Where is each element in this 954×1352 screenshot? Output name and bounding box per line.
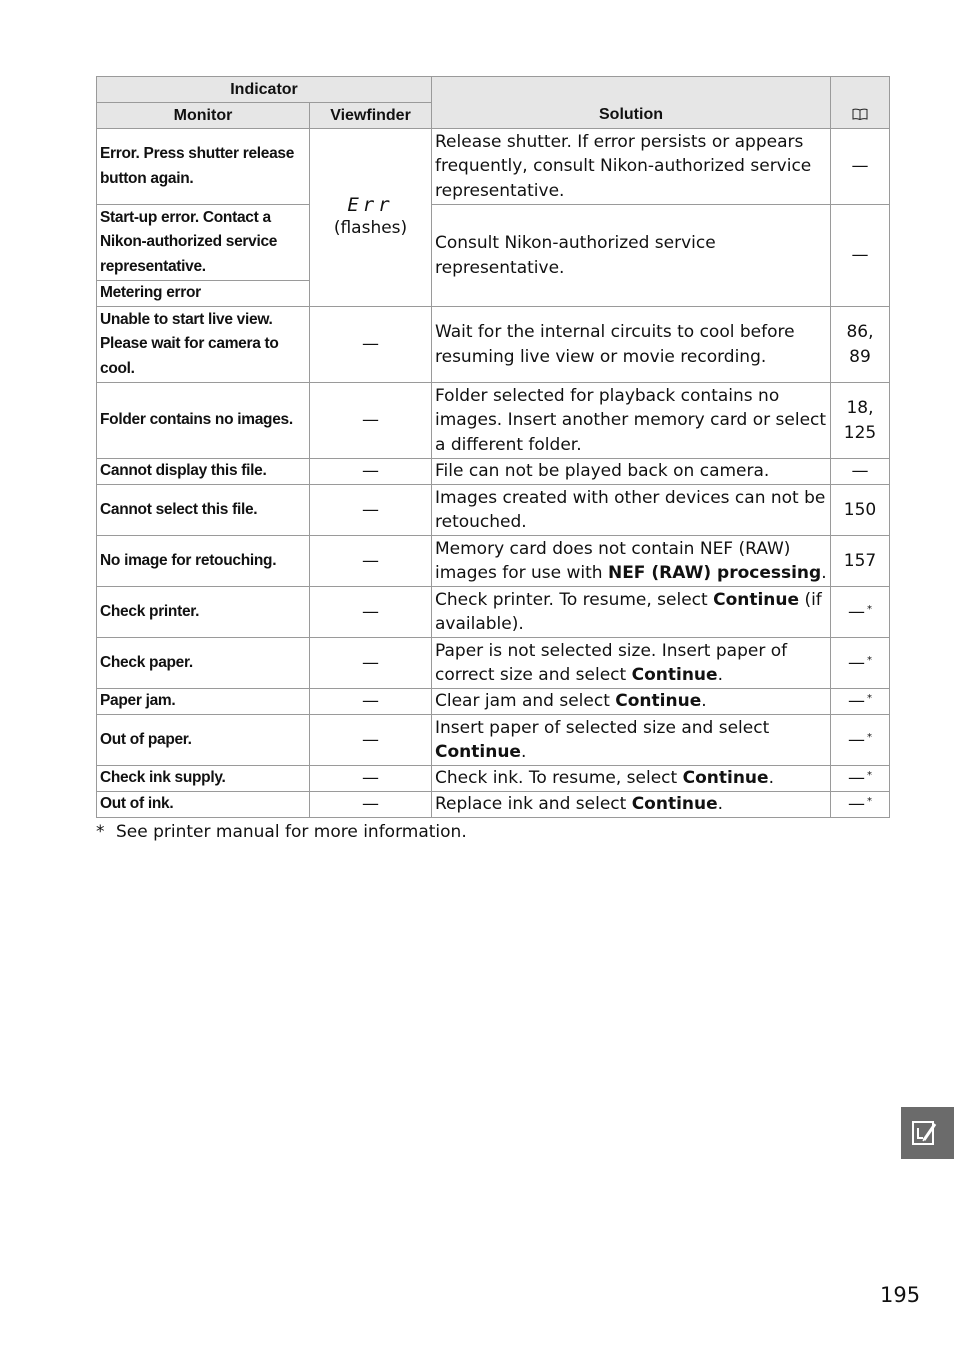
page-ref: 150 (831, 485, 890, 536)
viewfinder-indicator: — (310, 383, 432, 459)
table-row (97, 383, 890, 459)
viewfinder-err-cell (310, 129, 432, 307)
solution-text-part: Memory card does not contain NEF (RAW) images for use with (435, 538, 791, 583)
err-display: Err (347, 194, 394, 217)
viewfinder-indicator: — (310, 715, 432, 766)
footnote-text: See printer manual for more information. (116, 822, 467, 842)
page-ref (831, 792, 890, 818)
footnote-mark: * (867, 693, 872, 705)
solution-text (432, 715, 831, 766)
monitor-message: Paper jam. (97, 689, 310, 715)
page-ref-line: 125 (843, 422, 877, 443)
table-row (97, 587, 890, 638)
page-ref: 157 (831, 536, 890, 587)
solution-text-part: . (701, 691, 707, 712)
page-ref (831, 766, 890, 792)
solution-text-part: Clear jam and select (435, 691, 616, 712)
table-row (97, 485, 890, 536)
monitor-message: Unable to start live view. Please wait for camera to cool. (97, 307, 310, 383)
solution-text-part: Paper is not selected size. Insert paper of correct size and select (435, 640, 788, 685)
table-row (97, 689, 890, 715)
error-message-table (96, 76, 890, 818)
monitor-message: Cannot display this file. (97, 459, 310, 485)
monitor-message: Start-up error. Contact a Nikon-authorized service representative. (97, 205, 310, 281)
solution-text: Consult Nikon-authorized service representative. (432, 205, 831, 307)
header-viewfinder: Viewfinder (310, 103, 432, 129)
solution-text-part: (if available). (435, 589, 822, 634)
monitor-message: Check printer. (97, 587, 310, 638)
footnote-mark: * (96, 822, 105, 842)
flashes-note: (flashes) (333, 218, 408, 239)
table-row (97, 792, 890, 818)
solution-text-part: . (520, 742, 527, 762)
monitor-message: No image for retouching. (97, 536, 310, 587)
solution-text-part: Insert paper of selected size and select (435, 717, 770, 738)
solution-emphasis: Continue (615, 691, 702, 712)
table-row (97, 715, 890, 766)
viewfinder-indicator: — (310, 587, 432, 638)
page-ref-dash: — (848, 601, 865, 622)
solution-emphasis: Continue (631, 665, 718, 685)
solution-emphasis: Continue (682, 768, 769, 789)
header-monitor: Monitor (97, 103, 310, 129)
page-ref-dash: — (848, 794, 865, 815)
monitor-message: Check paper. (97, 638, 310, 689)
viewfinder-indicator: — (310, 792, 432, 818)
book-icon (852, 108, 868, 120)
header-solution: Solution (432, 77, 831, 129)
solution-text: Wait for the internal circuits to cool before resuming live view or movie recording. (432, 307, 831, 383)
monitor-message: Metering error (97, 281, 310, 307)
table-row (97, 536, 890, 587)
viewfinder-indicator: — (310, 638, 432, 689)
solution-text: Release shutter. If error persists or appears frequently, consult Nikon-authorized service representative. (432, 129, 831, 205)
solution-emphasis: Continue (435, 742, 521, 762)
page-ref-dash: — (848, 768, 865, 789)
table-row (97, 129, 890, 205)
solution-text-part: . (768, 768, 774, 789)
solution-text-part: Check printer. To resume, select (435, 589, 714, 610)
page-ref: — (831, 205, 890, 307)
section-tab (901, 1107, 954, 1159)
solution-text (432, 536, 831, 587)
solution-text: Images created with other devices can not be retouched. (432, 485, 831, 536)
solution-text (432, 638, 831, 689)
page-ref (831, 638, 890, 689)
solution-text-part: . (821, 563, 827, 583)
monitor-message: Out of paper. (97, 715, 310, 766)
table-row (97, 638, 890, 689)
page-number: 195 (880, 1283, 921, 1307)
page-ref (831, 383, 890, 459)
solution-emphasis: NEF (RAW) processing (607, 563, 822, 583)
header-indicator: Indicator (97, 77, 432, 103)
page-ref: — (831, 129, 890, 205)
table-row (97, 205, 890, 281)
monitor-message: Check ink supply. (97, 766, 310, 792)
monitor-message: Out of ink. (97, 792, 310, 818)
solution-text-part: . (717, 794, 724, 815)
header-page (831, 77, 890, 129)
footnote-mark: * (867, 654, 872, 666)
solution-text (432, 587, 831, 638)
monitor-message: Folder contains no images. (97, 383, 310, 459)
solution-emphasis: Continue (631, 794, 718, 815)
viewfinder-indicator: — (310, 536, 432, 587)
page-ref-dash: — (848, 729, 865, 750)
monitor-message: Cannot select this file. (97, 485, 310, 536)
solution-text (432, 792, 831, 818)
viewfinder-indicator: — (310, 689, 432, 715)
page-ref: 86, 89 (831, 307, 890, 383)
table-row (97, 766, 890, 792)
solution-emphasis: Continue (713, 589, 800, 610)
page-ref (831, 715, 890, 766)
solution-text: File can not be played back on camera. (432, 459, 831, 485)
viewfinder-indicator: — (310, 485, 432, 536)
page-ref (831, 689, 890, 715)
footnote (96, 820, 467, 844)
monitor-message: Error. Press shutter release button again. (97, 129, 310, 205)
page-ref-dash: — (848, 691, 865, 712)
solution-text-part: . (717, 665, 723, 685)
page-ref-line: 18, (846, 398, 874, 418)
page-ref: — (831, 459, 890, 485)
viewfinder-indicator: — (310, 459, 432, 485)
solution-text-part: Check ink. To resume, select (435, 768, 683, 789)
page-ref-dash: — (848, 652, 865, 673)
footnote-mark: * (867, 731, 872, 743)
footnote-mark: * (867, 770, 872, 782)
footnote-mark: * (867, 796, 872, 808)
troubleshooting-icon (912, 1120, 938, 1146)
viewfinder-indicator: — (310, 766, 432, 792)
page-ref (831, 587, 890, 638)
solution-text: Folder selected for playback contains no images. Insert another memory card or select a different folder. (432, 383, 831, 459)
solution-text (432, 766, 831, 792)
solution-text-part: Replace ink and select (435, 794, 632, 815)
table-row (97, 307, 890, 383)
solution-text (432, 689, 831, 715)
footnote-mark: * (867, 603, 872, 615)
viewfinder-indicator: — (310, 307, 432, 383)
table-row (97, 459, 890, 485)
